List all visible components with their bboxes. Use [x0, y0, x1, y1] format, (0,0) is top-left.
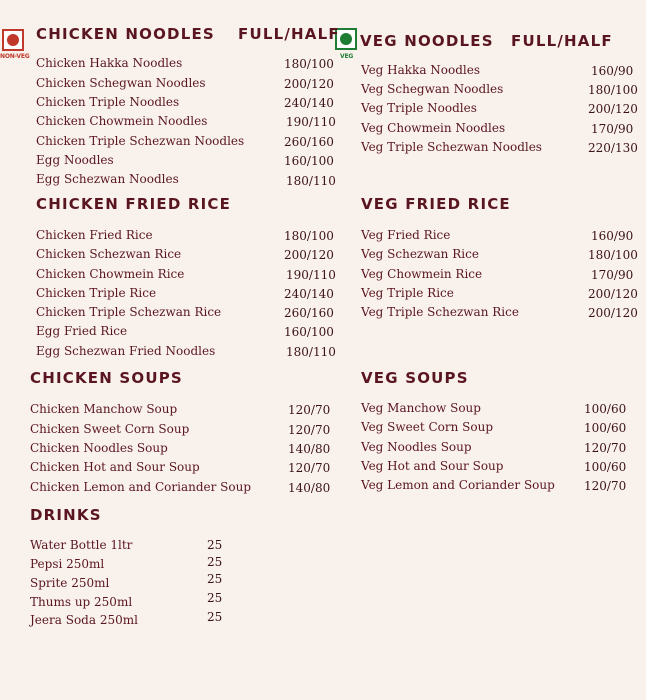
menu-item: Veg Chowmein Rice	[361, 267, 483, 281]
menu-price: 190/110	[286, 268, 336, 282]
menu-price: 180/110	[286, 174, 336, 188]
menu-price: 25	[207, 572, 223, 586]
menu-item: Veg Chowmein Noodles	[361, 121, 506, 135]
menu-price: 240/140	[284, 96, 334, 110]
menu-item: Egg Schezwan Noodles	[36, 172, 179, 186]
menu-price: 260/160	[284, 306, 334, 320]
size-header: FULL/HALF	[511, 32, 613, 50]
menu-price: 180/100	[588, 248, 638, 262]
menu-price: 180/110	[286, 345, 336, 359]
menu-price: 160/100	[284, 154, 334, 168]
menu-price: 25	[207, 591, 223, 605]
menu-item: Veg Hot and Sour Soup	[361, 459, 504, 473]
size-header: FULL/HALF	[238, 25, 340, 43]
veg-dot-icon	[340, 33, 352, 45]
menu-price: 140/80	[288, 442, 331, 456]
menu-item: Veg Sweet Corn Soup	[361, 420, 494, 434]
section-title: DRINKS	[30, 506, 102, 524]
menu-price: 100/60	[584, 460, 627, 474]
menu-item: Egg Schezwan Fried Noodles	[36, 344, 216, 358]
menu-price: 200/120	[588, 287, 638, 301]
menu-item: Chicken Triple Schezwan Rice	[36, 305, 222, 319]
menu-price: 200/120	[284, 248, 334, 262]
menu-item: Chicken Triple Noodles	[36, 95, 180, 109]
menu-price: 100/60	[584, 421, 627, 435]
menu-price: 160/100	[284, 325, 334, 339]
non-veg-badge	[2, 29, 24, 51]
menu-item: Chicken Noodles Soup	[30, 441, 168, 455]
menu-item: Egg Noodles	[36, 153, 114, 167]
menu-item: Chicken Chowmein Rice	[36, 267, 185, 281]
menu-price: 220/130	[588, 141, 638, 155]
menu-item: Chicken Hot and Sour Soup	[30, 460, 200, 474]
menu-item: Veg Fried Rice	[361, 228, 451, 242]
menu-item: Chicken Manchow Soup	[30, 402, 178, 416]
menu-item: Water Bottle 1ltr	[30, 538, 133, 552]
menu-item: Chicken Chowmein Noodles	[36, 114, 208, 128]
section-title: VEG FRIED RICE	[361, 195, 511, 213]
menu-item: Chicken Schezwan Rice	[36, 247, 182, 261]
menu-item: Veg Triple Rice	[361, 286, 454, 300]
non-veg-dot-icon	[7, 34, 19, 46]
menu-item: Veg Triple Schezwan Noodles	[361, 140, 542, 154]
menu-item: Chicken Lemon and Coriander Soup	[30, 480, 252, 494]
section-title: CHICKEN SOUPS	[30, 369, 183, 387]
menu-price: 200/120	[588, 102, 638, 116]
menu-price: 25	[207, 538, 223, 552]
menu-item: Egg Fried Rice	[36, 324, 128, 338]
menu-item: Veg Triple Schezwan Rice	[361, 305, 519, 319]
menu-price: 160/90	[591, 229, 634, 243]
menu-price: 160/90	[591, 64, 634, 78]
menu-price: 140/80	[288, 481, 331, 495]
menu-price: 120/70	[584, 441, 627, 455]
menu-price: 170/90	[591, 122, 634, 136]
menu-price: 120/70	[288, 423, 331, 437]
menu-item: Thums up 250ml	[30, 595, 133, 609]
menu-price: 200/120	[588, 306, 638, 320]
menu-price: 100/60	[584, 402, 627, 416]
menu-item: Veg Schegwan Noodles	[361, 82, 504, 96]
menu-item: Chicken Fried Rice	[36, 228, 153, 242]
menu-item: Chicken Sweet Corn Soup	[30, 422, 190, 436]
non-veg-label: NON-VEG	[0, 53, 30, 60]
menu-item: Veg Manchow Soup	[361, 401, 481, 415]
section-title: CHICKEN NOODLES	[36, 25, 215, 43]
menu-item: Veg Hakka Noodles	[361, 63, 481, 77]
menu-price: 120/70	[584, 479, 627, 493]
menu-price: 120/70	[288, 403, 331, 417]
menu-price: 180/100	[284, 229, 334, 243]
menu-price: 25	[207, 555, 223, 569]
menu-price: 200/120	[284, 77, 334, 91]
menu-price: 25	[207, 610, 223, 624]
menu-price: 260/160	[284, 135, 334, 149]
menu-item: Veg Triple Noodles	[361, 101, 477, 115]
menu-item: Chicken Hakka Noodles	[36, 56, 183, 70]
menu-price: 120/70	[288, 461, 331, 475]
menu-item: Chicken Schegwan Noodles	[36, 76, 206, 90]
menu-item: Veg Schezwan Rice	[361, 247, 479, 261]
section-title: VEG SOUPS	[361, 369, 469, 387]
section-title: VEG NOODLES	[360, 32, 494, 50]
menu-item: Jeera Soda 250ml	[30, 613, 138, 627]
section-title: CHICKEN FRIED RICE	[36, 195, 232, 213]
veg-label: VEG	[340, 53, 354, 60]
menu-item: Veg Lemon and Coriander Soup	[361, 478, 555, 492]
menu-item: Chicken Triple Schezwan Noodles	[36, 134, 245, 148]
menu-item: Sprite 250ml	[30, 576, 110, 590]
menu-price: 240/140	[284, 287, 334, 301]
menu-item: Veg Noodles Soup	[361, 440, 472, 454]
menu-price: 180/100	[284, 57, 334, 71]
menu-item: Chicken Triple Rice	[36, 286, 157, 300]
menu-item: Pepsi 250ml	[30, 557, 105, 571]
menu-price: 170/90	[591, 268, 634, 282]
menu-price: 180/100	[588, 83, 638, 97]
menu-price: 190/110	[286, 115, 336, 129]
